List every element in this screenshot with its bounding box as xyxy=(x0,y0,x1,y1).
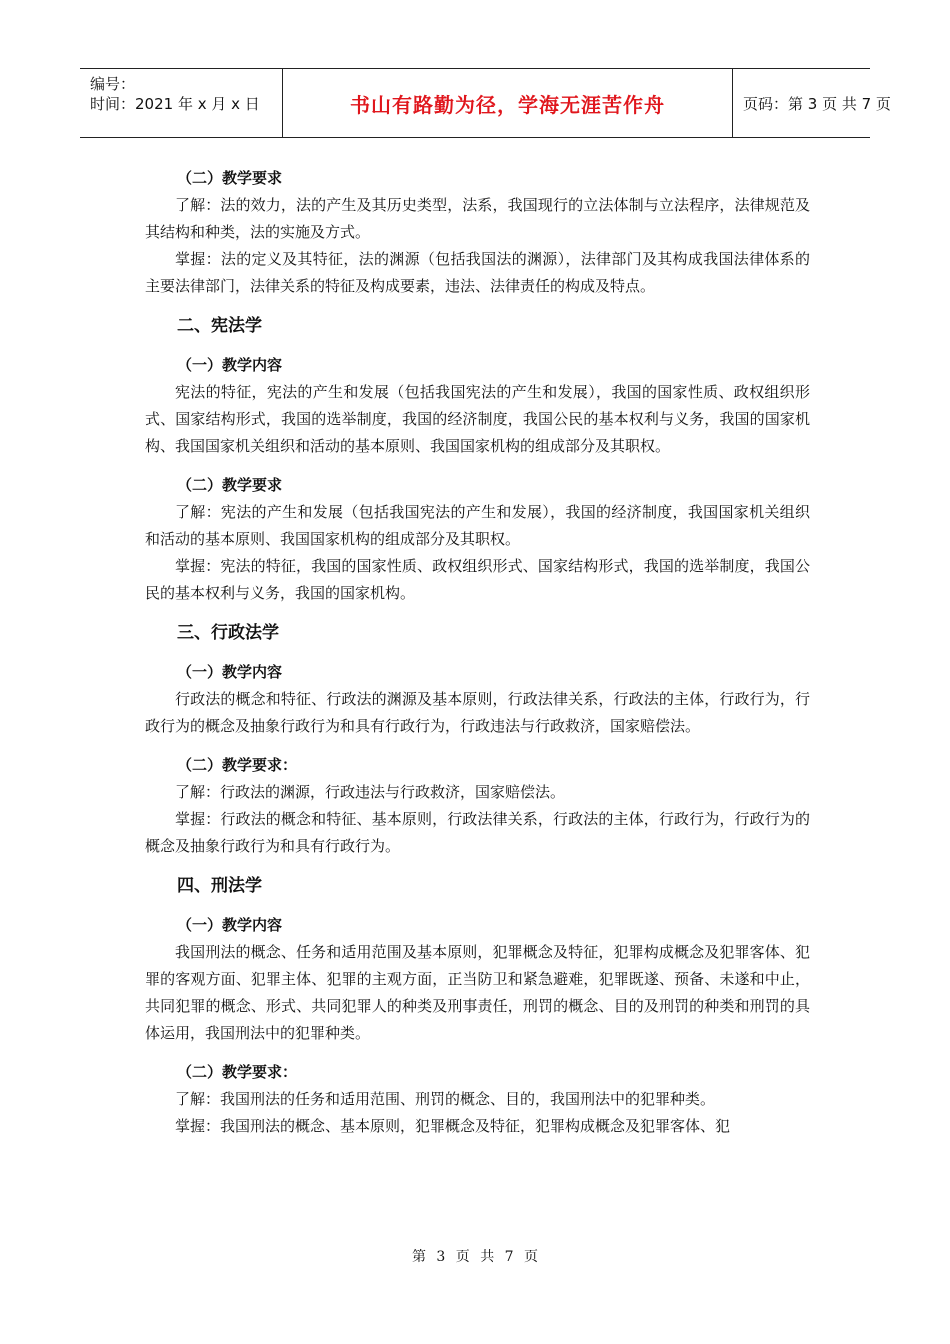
body-paragraph: 我国刑法的概念、任务和适用范围及基本原则，犯罪概念及特征，犯罪构成概念及犯罪客体、犯罪的客观方面、犯罪主体、犯罪的主观方面，正当防卫和紧急避难，犯罪既遂、预备、未遂和中止，共同犯罪的概念、形式、共同犯罪人的种类及刑事责任，刑罚的概念、目的及刑罚的种类和刑罚的具体运用，我国刑法中的犯罪种类。 xyxy=(145,943,810,1042)
body-paragraph: 了解：宪法的产生和发展（包括我国宪法的产生和发展），我国的经济制度，我国国家机关组织和活动的基本原则、我国国家机构的组成部分及其职权。 xyxy=(145,503,810,548)
subsection-heading: （二）教学要求 xyxy=(177,169,283,187)
subsection-heading: （一）教学内容 xyxy=(177,356,283,374)
document-body xyxy=(145,164,810,1140)
document-number-label: 编号： xyxy=(90,75,136,93)
body-paragraph: 掌握：我国刑法的概念、基本原则，犯罪概念及特征，犯罪构成概念及犯罪客体、犯 xyxy=(175,1117,731,1135)
body-paragraph: 宪法的特征，宪法的产生和发展（包括我国宪法的产生和发展），我国的国家性质、政权组织形式、国家结构形式，我国的选举制度，我国的经济制度，我国公民的基本权利与义务，我国的国家机构、我国国家机关组织和活动的基本原则、我国国家机构的组成部分及其职权。 xyxy=(145,383,810,455)
header-info-cell xyxy=(80,69,282,137)
body-paragraph: 了解：法的效力，法的产生及其历史类型，法系，我国现行的立法体制与立法程序，法律规范及其结构和种类，法的实施及方式。 xyxy=(145,196,810,241)
header-page-info: 页码：第 3 页 共 7 页 xyxy=(743,94,891,113)
document-date-label: 时间：2021 年 x 月 x 日 xyxy=(90,95,260,113)
body-paragraph: 行政法的概念和特征、行政法的渊源及基本原则，行政法律关系，行政法的主体，行政行为，行政行为的概念及抽象行政行为和具有行政行为，行政违法与行政救济，国家赔偿法。 xyxy=(145,690,810,735)
subsection-heading: （一）教学内容 xyxy=(177,663,283,681)
body-paragraph: 掌握：宪法的特征，我国的国家性质、政权组织形式、国家结构形式，我国的选举制度，我国公民的基本权利与义务，我国的国家机构。 xyxy=(145,557,810,602)
header-table xyxy=(80,68,891,138)
subsection-heading: （二）教学要求 xyxy=(177,476,283,494)
section-heading: 三、行政法学 xyxy=(177,623,279,643)
section-heading: 二、宪法学 xyxy=(177,316,262,336)
subsection-heading: （二）教学要求： xyxy=(177,1063,298,1081)
header-motto: 书山有路勤为径，学海无涯苦作舟 xyxy=(350,92,665,117)
subsection-heading: （二）教学要求： xyxy=(177,756,298,774)
section-heading: 四、刑法学 xyxy=(177,876,262,896)
body-paragraph: 掌握：法的定义及其特征，法的渊源（包括我国法的渊源），法律部门及其构成我国法律体系的主要法律部门，法律关系的特征及构成要素，违法、法律责任的构成及特点。 xyxy=(145,250,810,295)
page-footer: 第 3 页 共 7 页 xyxy=(411,1249,539,1265)
header-motto-cell xyxy=(282,69,733,137)
body-paragraph: 了解：行政法的渊源，行政违法与行政救济，国家赔偿法。 xyxy=(175,783,566,801)
body-paragraph: 了解：我国刑法的任务和适用范围、刑罚的概念、目的，我国刑法中的犯罪种类。 xyxy=(175,1090,716,1108)
header-page-cell xyxy=(733,69,891,137)
subsection-heading: （一）教学内容 xyxy=(177,916,283,934)
body-paragraph: 掌握：行政法的概念和特征、基本原则，行政法律关系，行政法的主体，行政行为，行政行为的概念及抽象行政行为和具有行政行为。 xyxy=(145,810,810,855)
